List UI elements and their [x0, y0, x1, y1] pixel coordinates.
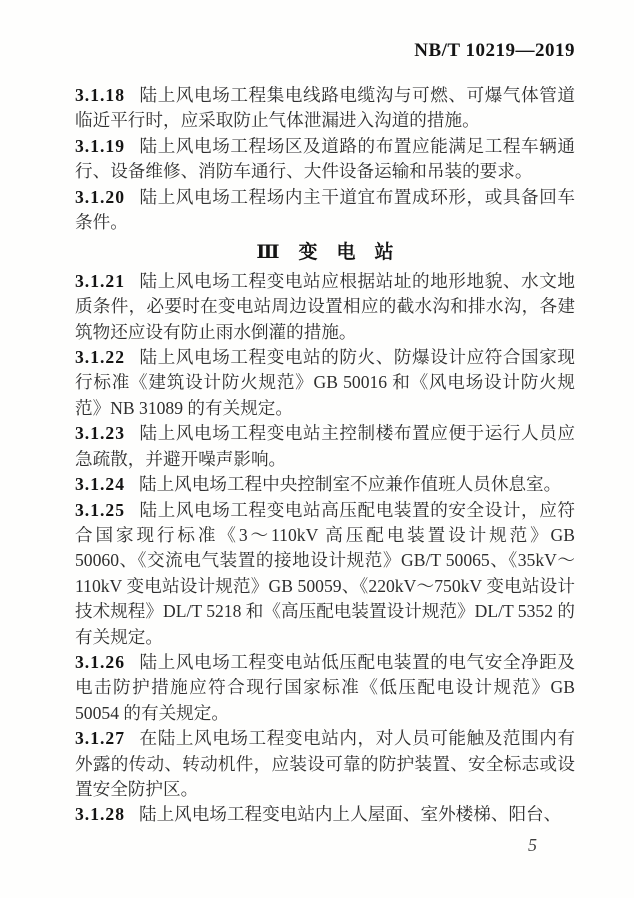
clause-text: 陆上风电场工程场内主干道宜布置成环形，或具备回车条件。 — [75, 186, 575, 233]
clause-paragraph — [75, 421, 575, 472]
clause-number: 3.1.25 — [75, 499, 125, 520]
clause-paragraph — [75, 726, 575, 802]
clause-number: 3.1.28 — [75, 804, 125, 825]
section-heading: Ⅲ 变 电 站 — [256, 242, 394, 264]
clause-text: 陆上风电场工程变电站低压配电装置的电气安全净距及电击防护措施应符合现行国家标准《低压配电设计规范》GB 50054 的有关规定。 — [75, 651, 575, 723]
clause-paragraph — [75, 345, 575, 421]
clause-number: 3.1.19 — [75, 135, 125, 156]
clause-number: 3.1.21 — [75, 270, 125, 291]
clause-text: 陆上风电场工程变电站的防火、防爆设计应符合国家现行标准《建筑设计防火规范》GB 50016 和《风电场设计防火规范》NB 31089 的有关规定。 — [75, 347, 575, 418]
clause-paragraph — [75, 185, 575, 236]
clause-number: 3.1.27 — [75, 728, 125, 749]
clause-paragraph — [75, 83, 575, 134]
page-number: 5 — [528, 835, 537, 855]
clause-text: 陆上风电场工程中央控制室不应兼作值班人员休息室。 — [138, 474, 562, 495]
clause-text: 陆上风电场工程变电站内上人屋面、室外楼梯、阳台、 — [138, 804, 562, 825]
clause-text: 陆上风电场工程变电站应根据站址的地形地貌、水文地质条件，必要时在变电站周边设置相应的截水沟和排水沟，各建筑物还应设有防止雨水倒灌的措施。 — [75, 270, 575, 342]
clause-number: 3.1.22 — [75, 347, 125, 368]
clause-number: 3.1.18 — [75, 85, 125, 105]
clause-text: 在陆上风电场工程变电站内，对人员可能触及范围内有外露的传动、转动机件，应装设可靠的防护装置、安全标志或设置安全防护区。 — [75, 728, 575, 799]
clause-paragraph — [75, 269, 575, 345]
clause-number: 3.1.24 — [75, 474, 125, 495]
clause-paragraph — [75, 472, 575, 497]
clause-paragraph — [75, 802, 575, 827]
clause-text: 陆上风电场工程集电线路电缆沟与可燃、可爆气体管道临近平行时，应采取防止气体泄漏进入沟道的措施。 — [75, 85, 575, 131]
clause-text: 陆上风电场工程场区及道路的布置应能满足工程车辆通行、设备维修、消防车通行、大件设备运输和吊装的要求。 — [75, 135, 575, 182]
clause-number: 3.1.26 — [75, 651, 125, 672]
clause-paragraph — [75, 134, 575, 185]
clause-paragraph — [75, 650, 575, 726]
clause-number: 3.1.23 — [75, 423, 125, 444]
standard-code-header: NB/T 10219—2019 — [414, 40, 575, 61]
clause-text: 陆上风电场工程变电站主控制楼布置应便于运行人员应急疏散，并避开噪声影响。 — [75, 423, 575, 469]
clause-paragraph — [75, 498, 575, 650]
document-body — [75, 83, 575, 828]
clause-text: 陆上风电场工程变电站高压配电装置的安全设计，应符合国家现行标准《3～110kV 高压配电装置设计规范》GB 50060、《交流电气装置的接地设计规范》GB/T 50065、《35kV～110kV 变电站设计规范》GB 50059、《220kV～750kV 变电站设计技术规程》DL/T 5218 和《高压配电装置设计规范》DL/T 5352 的有关规定。 — [75, 499, 575, 647]
clause-number: 3.1.20 — [75, 186, 125, 207]
